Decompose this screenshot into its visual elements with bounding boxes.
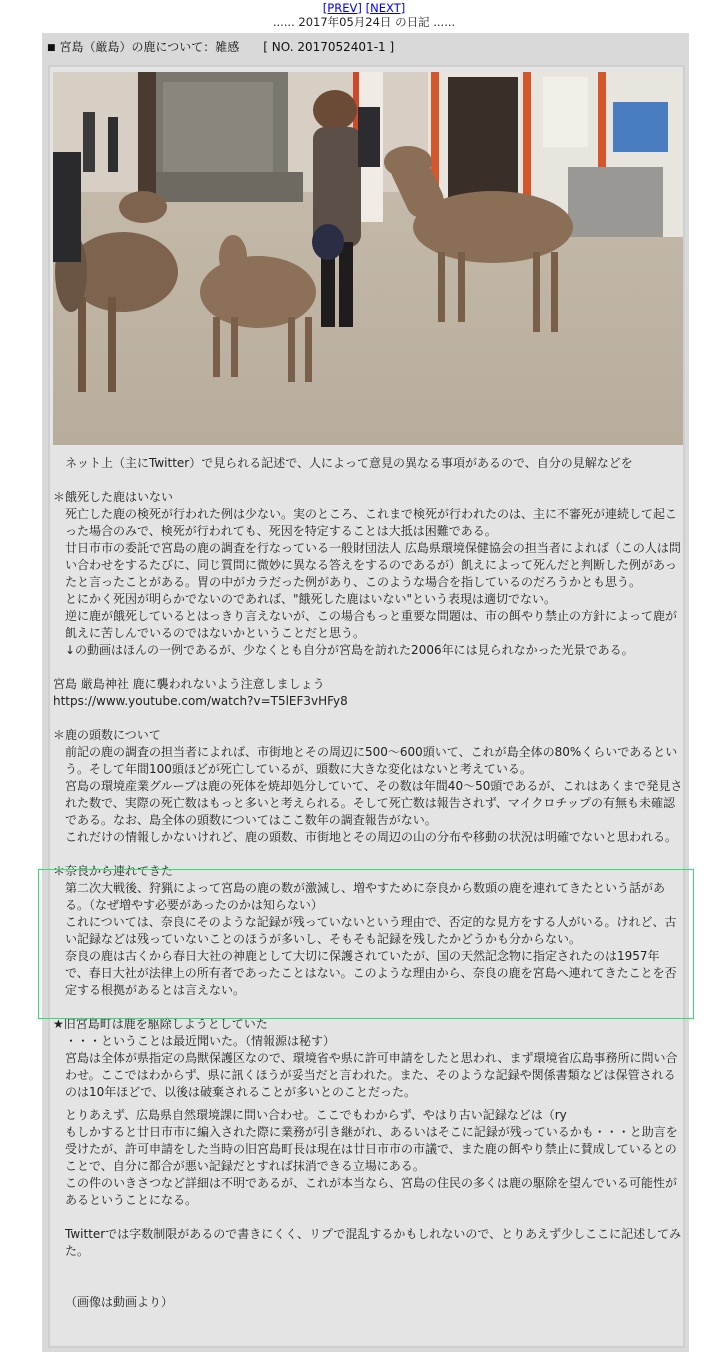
prev-link[interactable]: [PREV] xyxy=(322,1,362,15)
body-paragraph: 宮島の環境産業グループは鹿の死体を焼却処分していて、その数は年間40～50頭であるが、これはあくまで発見された数で、実際の死亡数はもっと多いと考えられる。そして死亡数は報告されず、マイクロチップの有無も未確認である。なお、島全体の頭数についてはここ数年の調査報告がない。 xyxy=(65,779,683,827)
entry-navigation xyxy=(0,0,728,15)
entry-body xyxy=(48,65,685,1348)
body-paragraph: もしかすると廿日市市に編入された際に業務が引き継がれ、あるいはそこに記録が残っているかも・・・と助言を受けたが、許可申請をした当時の旧宮島町長は現在は廿日市市の市議で、また鹿の餌やり禁止に賛成しているとのことで、自分に都合が悪い記録だとすれば抹消できる立場にある。 xyxy=(65,1125,678,1173)
entry-title: 宮島（厳島）の鹿について：雑感 xyxy=(59,40,240,54)
body-paragraph: この件のいきさつなど詳細は不明であるが、これが本当なら、宮島の住民の多くは鹿の駆除を望んでいる可能性があるということになる。 xyxy=(65,1176,678,1207)
diary-entry xyxy=(42,33,689,1352)
next-link[interactable]: [NEXT] xyxy=(365,1,406,15)
body-paragraph: 奈良の鹿は古くから春日大社の神鹿として大切に保護されていたが、国の天然記念物に指定されたのは1957年で、春日大社が法律上の所有者であったことはない。このような理由から、奈良の鹿を宮島へ連れてきたことを否定する根拠があるとは言えない。 xyxy=(65,949,677,997)
body-paragraph: 逆に鹿が餓死しているとはっきり言えないが、この場合もっと重要な問題は、市の餌やり禁止の方針によって鹿が飢えに苦しんでいるのではないかということだと思う。 xyxy=(65,609,678,640)
body-paragraph: これだけの情報しかないけれど、鹿の頭数、市街地とその周辺の山の分布や移動の状況は明確でないと思われる。 xyxy=(65,830,678,844)
diary-date: ...... 2017年05月24日 の日記 ...... xyxy=(272,15,456,29)
square-bullet-icon: ■ xyxy=(47,43,56,53)
intro-paragraph: ネット上（主にTwitter）で見られる記述で、人によって意見の異なる事項があるので、自分の見解などを xyxy=(65,456,633,470)
closing-paragraph: Twitterでは字数制限があるので書きにくく、リプで混乱するかもしれないので、とりあえず少しここに記述してみた。 xyxy=(65,1227,682,1258)
body-paragraph: とにかく死因が明らかでないのであれば、"餓死した鹿はいない"という表現は適切でない。 xyxy=(65,592,557,606)
body-paragraph: 廿日市市の委託で宮島の鹿の調査を行なっている一般財団法人 広島県環境保健協会の担当者によれば（この人は問い合わせをするたびに、同じ質問に微妙に異なる答えをするのであるが）飢えによって死んだと判断した例があったと言ったことがある。胃の中がカラだった例があり、このような場合を指しているのだろうかとも思う。 xyxy=(65,541,681,589)
section-heading: ★旧宮島町は鹿を駆除しようとしていた xyxy=(53,1017,268,1031)
body-paragraph: 第二次大戦後、狩猟によって宮島の鹿の数が激減し、増やすために奈良から数頭の鹿を連れてきたという話がある。（なぜ増やす必要があったのかは知らない） xyxy=(65,881,666,912)
body-paragraph: ・・・ということは最近聞いた。（情報源は秘す） xyxy=(65,1034,336,1048)
body-paragraph: これについては、奈良にそのような記録が残っていないという理由で、否定的な見方をする人がいる。けれど、古い記録などは残っていないことのほうが多いし、そもそも記録を残したかどうかも分からない。 xyxy=(65,915,677,946)
entry-header xyxy=(42,33,689,62)
body-paragraph: とりあえず、広島県自然環境課に問い合わせ。ここでもわからず、やはり古い記録などは（ry xyxy=(65,1108,567,1122)
body-paragraph: 宮島は全体が県指定の鳥獣保護区なので、環境省や県に許可申請をしたと思われ、まず環境省広島事務所に問い合わせ。ここではわからず、県に訊くほうが妥当だと言われた。また、そのような記録や関係書類などは保管されるのは10年ほどで、以後は破棄されることが多いとのことだった。 xyxy=(65,1051,678,1099)
body-paragraph: ↓の動画はほんの一例であるが、少なくとも自分が宮島を訪れた2006年には見られなかった光景である。 xyxy=(65,643,634,657)
section-heading: ＊餓死した鹿はいない xyxy=(53,490,174,504)
section-heading: ＊奈良から連れてきた xyxy=(53,864,174,878)
deer-photo xyxy=(53,72,683,445)
highlight-box xyxy=(38,869,694,1019)
body-paragraph: 死亡した鹿の検死が行われた例は少ない。実のところ、これまで検死が行われたのは、主に不審死が連続して起こった場合のみで、検死が行われても、死因を特定することは大抵は困難である。 xyxy=(65,507,678,538)
video-title: 宮島 厳島神社 鹿に襲われないよう注意しましょう xyxy=(53,677,325,691)
section-heading: ＊鹿の頭数について xyxy=(53,728,161,742)
body-paragraph: 前記の鹿の調査の担当者によれば、市街地とその周辺に500～600頭いて、これが島全体の80%くらいであるという。そして年間100頭ほどが死亡しているが、頭数に大きな変化はないと考えている。 xyxy=(65,745,678,776)
entry-number: [ NO. 2017052401-1 ] xyxy=(263,40,395,54)
image-caption: （画像は動画より） xyxy=(65,1295,174,1309)
video-url[interactable]: https://www.youtube.com/watch?v=T5lEF3vHFy8 xyxy=(53,694,348,708)
